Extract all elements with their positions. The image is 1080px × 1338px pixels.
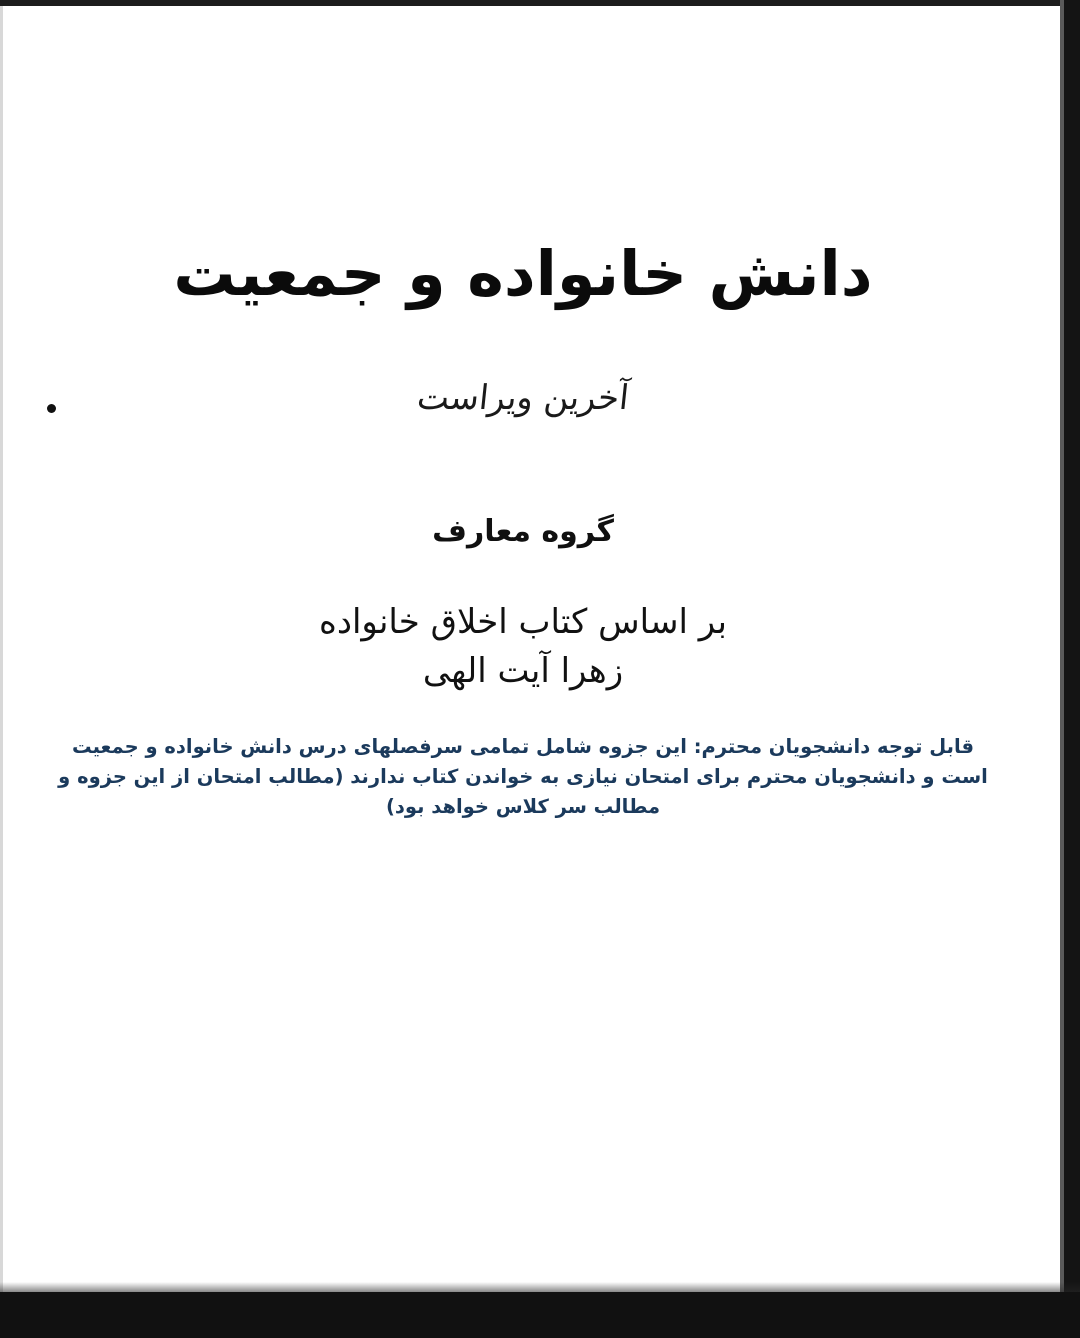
scan-edge-top [0,0,1080,6]
page-sheet [3,6,1060,1292]
scan-edge-bottom [0,1292,1080,1338]
scan-edge-bottom-shadow [0,1282,1080,1292]
scan-edge-right [1064,0,1080,1338]
edition-note: آخرین ویراست [415,378,631,418]
scan-edge-left [0,6,3,1292]
group-name: گروه معارف [432,514,614,549]
stray-mark-icon [47,404,56,413]
student-notice: قابل توجه دانشجویان محترم: این جزوه شامل تمامی سرفصلهای درس دانش خانواده و جمعیت است و دانشجویان محترم برای امتحان نیازی به خواندن کتاب ندارند (مطالب امتحان از این جزوه و مطالب سر کلاس خواهد بود) [58,735,988,819]
source-book-title: بر اساس کتاب اخلاق خانواده [319,602,727,642]
source-author: زهرا آیت الهی [422,651,624,692]
source-reference [3,598,1043,697]
page-title: دانش خانواده و جمعیت [173,237,873,310]
